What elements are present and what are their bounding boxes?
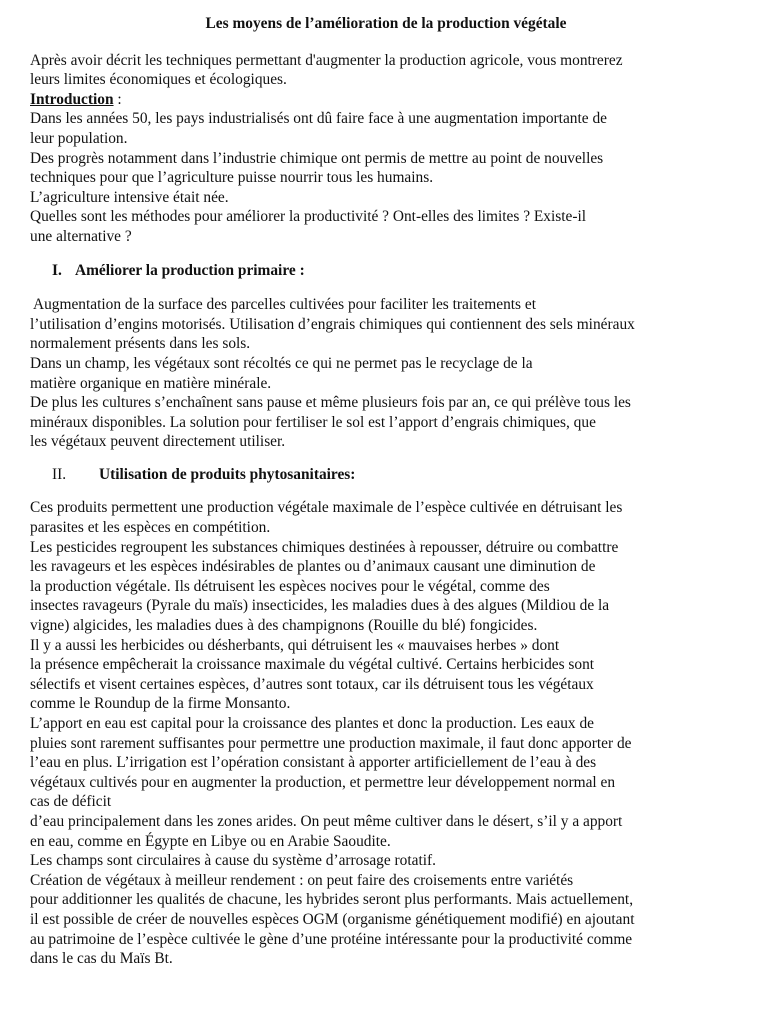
section-2-line: insectes ravageurs (Pyrale du maïs) insecticides, les maladies dues à des algues (Mildiou de la [30,597,610,615]
section-2-line: la présence empêcherait la croissance maximale du végétal cultivé. Certains herbicides sont [30,656,595,674]
section-1-line: l’utilisation d’engins motorisés. Utilisation d’engrais chimiques qui contiennent des sels minéraux [30,315,635,333]
section-1-line: minéraux disponibles. La solution pour fertiliser le sol est l’apport d’engrais chimiques, que [30,413,596,431]
intro-line: une alternative ? [30,227,132,245]
section-2-line: Les pesticides regroupent les substances chimiques destinées à repousser, détruire ou combattre [30,538,619,556]
document-title: Les moyens de l’amélioration de la production végétale [205,15,567,32]
section-2-line: dans le cas du Maïs Bt. [30,950,173,968]
section-2-line: l’eau en plus. L’irrigation est l’opération consistant à apporter artificiellement de l’eau à des [30,754,597,772]
lead-line: Après avoir décrit les techniques permettant d'augmenter la production agricole, vous montrerez [30,51,623,69]
section-2-heading [52,465,742,485]
section-2-line: Il y a aussi les herbicides ou désherbants, qui détruisent les « mauvaises herbes » dont [30,636,560,654]
section-2-line: Ces produits permettent une production végétale maximale de l’espèce cultivée en détruisant les [30,499,623,517]
section-2-line: pour additionner les qualités de chacune, les hybrides seront plus performants. Mais actuellement, [30,891,634,909]
section-2-line: d’eau principalement dans les zones arides. On peut même cultiver dans le désert, s’il y a apport [30,812,623,830]
section-2-line: végétaux cultivés pour en augmenter la production, et permettre leur développement normal en [30,773,616,791]
section-2-line: au patrimoine de l’espèce cultivée le gène d’une protéine intéressante pour la productivité comme [30,930,633,948]
section-1-number: I. [52,261,62,279]
section-1-line: les végétaux peuvent directement utiliser. [30,433,286,451]
section-2-line: L’apport en eau est capital pour la croissance des plantes et donc la production. Les eaux de [30,715,594,732]
section-2-body [30,498,742,968]
section-2-line: la production végétale. Ils détruisent les espèces nocives pour le végétal, comme des [30,577,550,595]
intro-line: L’agriculture intensive était née. [30,188,229,206]
intro-line: Quelles sont les méthodes pour améliorer la productivité ? Ont-elles des limites ? Existe-il [30,208,587,226]
intro-line: Des progrès notamment dans l’industrie chimique ont permis de mettre au point de nouvelles [30,149,604,167]
section-2-line: Les champs sont circulaires à cause du système d’arrosage rotatif. [30,852,436,870]
introduction-heading [30,90,742,110]
section-1-heading [52,261,742,281]
section-2-line: Création de végétaux à meilleur rendement : on peut faire des croisements entre variétés [30,871,574,889]
section-1-title: Améliorer la production primaire : [75,261,305,279]
section-2-line: cas de déficit [30,793,112,811]
section-2-line: comme le Roundup de la firme Monsanto. [30,695,291,713]
lead-paragraph [30,51,742,90]
intro-line: techniques pour que l’agriculture puisse nourrir tous les humains. [30,169,434,187]
section-1-line: Dans un champ, les végétaux sont récoltés ce qui ne permet pas le recyclage de la [30,354,533,372]
lead-line: leurs limites économiques et écologiques. [30,71,287,89]
intro-line: Dans les années 50, les pays industrialisés ont dû faire face à une augmentation importante de [30,110,607,128]
section-2-line: pluies sont rarement suffisantes pour permettre une production maximale, il faut donc apporter de [30,734,632,752]
section-1-line: normalement présents dans les sols. [30,335,251,353]
intro-line: leur population. [30,129,128,147]
section-1-line: Augmentation de la surface des parcelles cultivées pour faciliter les traitements et [30,296,536,314]
section-2-title: Utilisation de produits phytosanitaires: [99,465,356,483]
introduction-label: Introduction [30,90,114,108]
section-2-line: il est possible de créer de nouvelles espèces OGM (organisme génétiquement modifié) en ajoutant [30,910,635,928]
section-2-line: en eau, comme en Égypte en Libye ou en Arabie Saoudite. [30,832,391,850]
section-2-line: parasites et les espèces en compétition. [30,519,271,537]
section-1-body [30,295,742,452]
section-1-line: De plus les cultures s’enchaînent sans pause et même plusieurs fois par an, ce qui prélève tous les [30,394,631,412]
introduction-colon: : [113,90,122,108]
section-2-line: vigne) algicides, les maladies dues à des champignons (Rouille du blé) fongicides. [30,617,538,635]
section-2-line: sélectifs et visent certaines espèces, d’autres sont totaux, car ils détruisent tous les végétaux [30,675,594,693]
introduction-body [30,109,742,246]
section-2-number: II. [52,465,67,483]
section-1-line: matière organique en matière minérale. [30,374,272,392]
section-2-line: les ravageurs et les espèces indésirables de plantes ou d’animaux causant une diminution de [30,558,596,576]
